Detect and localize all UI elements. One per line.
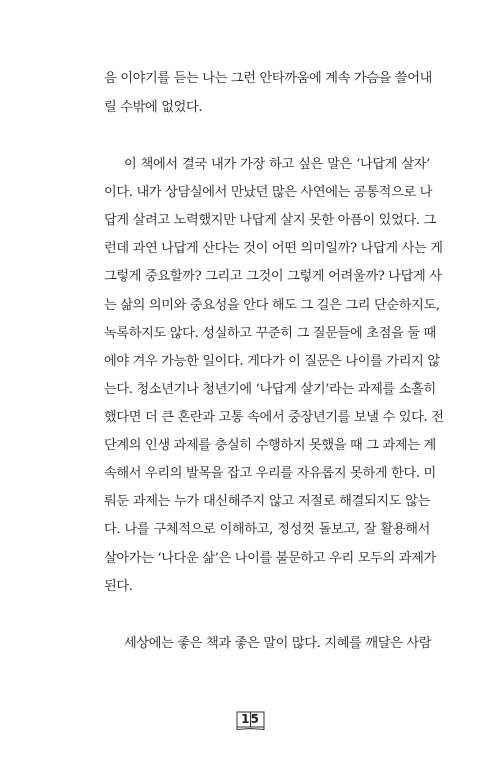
body-text-line: 뤄둔 과제는 누가 대신해주지 않고 저절로 해결되지도 않는 [104,494,430,509]
page-number [236,711,265,731]
body-text-line: 된다. [104,579,133,594]
body-text-line: 에야 겨우 가능한 일이다. 게다가 이 질문은 나이를 가리지 않 [104,354,440,369]
body-text-line: 런데 과연 나답게 산다는 것이 어떤 의미일까? 나답게 사는 게 [104,241,443,256]
body-text-line: 단계의 인생 과제를 충실히 수행하지 못했을 때 그 과제는 계 [104,438,436,453]
body-text-line: 는 삶의 의미와 중요성을 안다 해도 그 길은 그리 단순하지도, [104,298,440,313]
body-text-line: 음 이야기를 듣는 나는 그런 안타까움에 계속 가슴을 쓸어내 [104,71,433,86]
body-text-line: 답게 살려고 노력했지만 나답게 살지 못한 아픔이 있었다. 그 [104,213,436,228]
body-text-line: 릴 수밖에 없었다. [104,100,203,115]
body-text-line: 이 책에서 결국 내가 가장 하고 싶은 말은 ‘나답게 살자’ [124,157,430,172]
body-text-line: 세상에는 좋은 책과 좋은 말이 많다. 지혜를 깨달은 사람 [124,636,432,651]
body-text-line: 속해서 우리의 발목을 잡고 우리를 자유롭지 못하게 한다. 미 [104,466,436,481]
body-text-line: 그렇게 중요할까? 그리고 그것이 그렇게 어려울까? 나답게 사 [104,269,442,284]
body-text-line: 했다면 더 큰 혼란과 고통 속에서 중장년기를 보낼 수 있다. 전 [104,410,444,425]
body-text-line: 녹록하지도 않다. 성실하고 꾸준히 그 질문들에 초점을 둘 때 [104,326,436,341]
body-text-line: 는다. 청소년기나 청년기에 ‘나답게 살기’라는 과제를 소홀히 [104,382,436,397]
body-text-line: 살아가는 ‘나다운 삶’은 나이를 불문하고 우리 모두의 과제가 [104,551,436,566]
body-text-line: 다. 나를 구체적으로 이해하고, 정성껏 돌보고, 잘 활용해서 [104,522,430,537]
page-number-text: 15 [241,712,260,726]
body-text-line: 이다. 내가 상담실에서 만났던 많은 사연에는 공통적으로 나 [104,185,433,200]
